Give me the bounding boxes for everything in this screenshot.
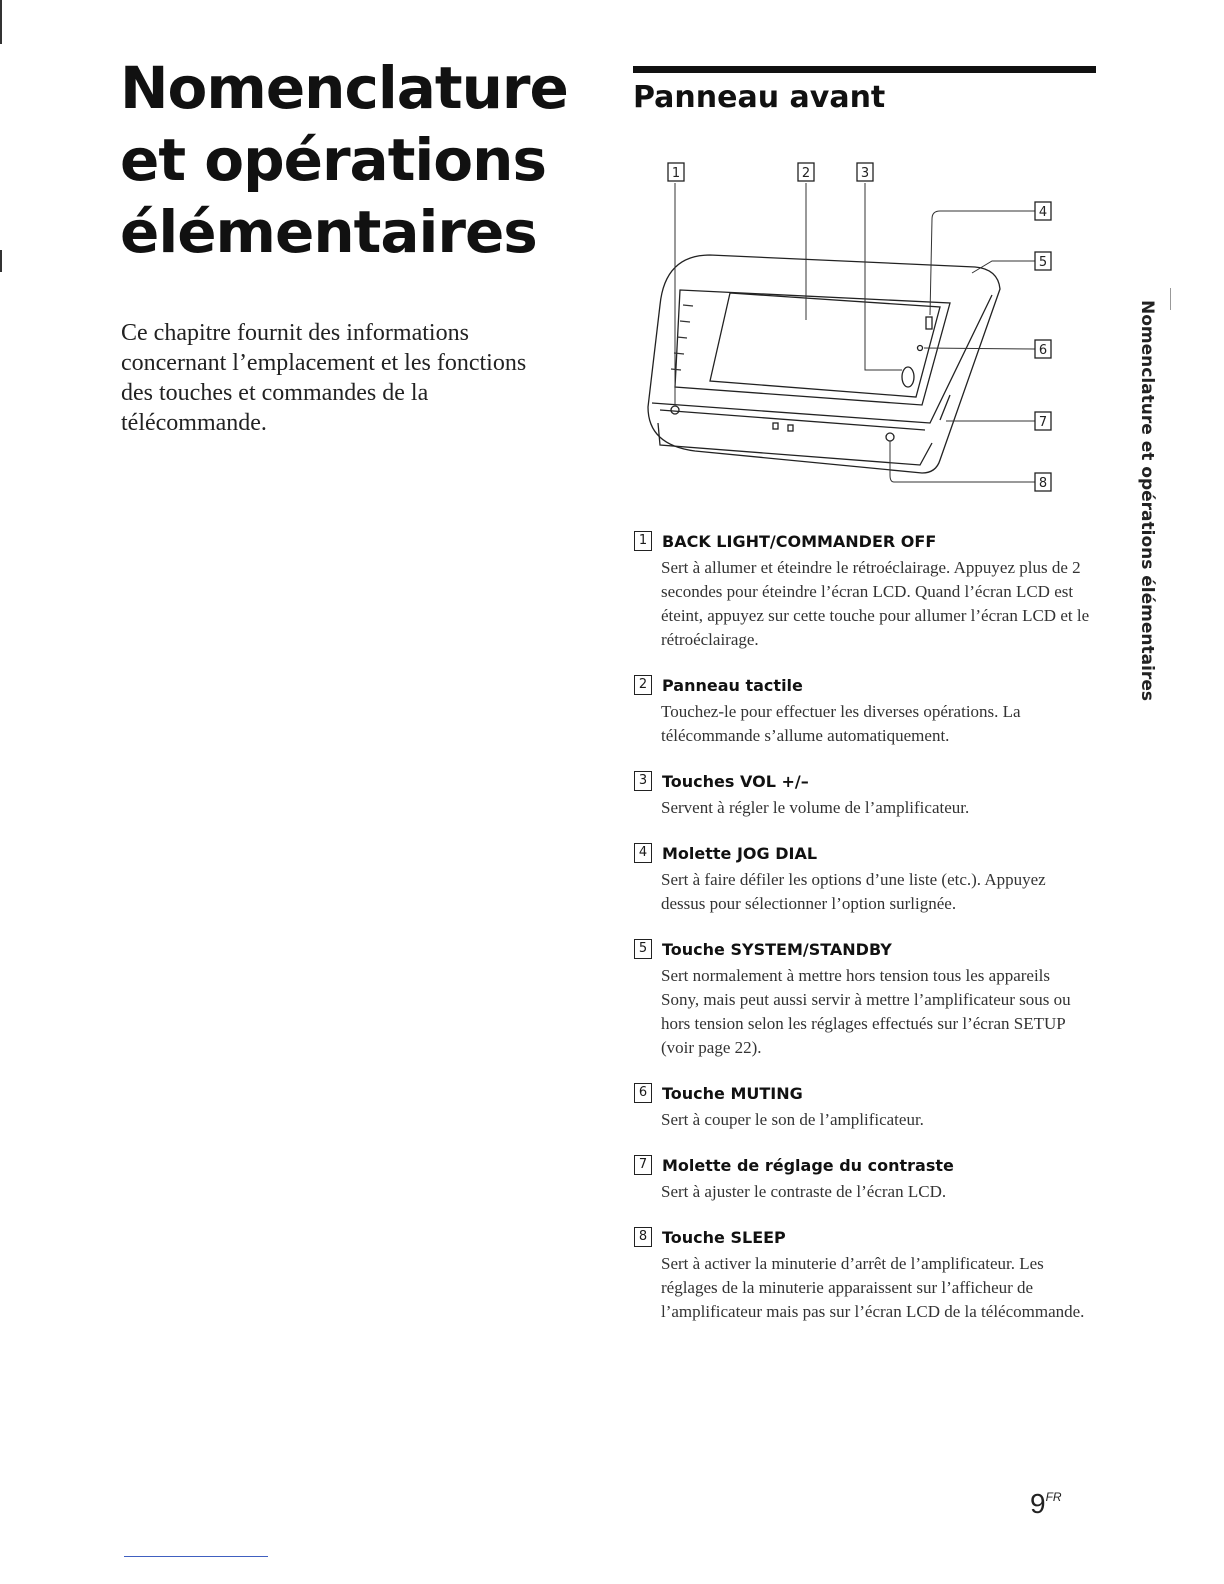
vol-buttons: [902, 367, 914, 387]
chapter-title-line: élémentaires: [120, 198, 537, 266]
item-title: Touche SLEEP: [662, 1227, 786, 1247]
chapter-intro: Ce chapitre fournit des informations concernant l’emplacement et les fonctions des touches et commandes de la télécommande.: [121, 320, 527, 436]
item-number: 6: [634, 1083, 652, 1103]
item-description: Sert à couper le son de l’amplificateur.: [661, 1110, 924, 1129]
item-description: Sert normalement à mettre hors tension tous les appareils Sony, mais peut aussi servir à mettre l’amplificateur sous ou hors tension selon les réglages effectués sur l’écran SETUP (voir page 22).: [661, 966, 1071, 1057]
list-item-header: [634, 1080, 1094, 1106]
item-number: 2: [634, 675, 652, 695]
item-number: 1: [634, 531, 652, 551]
list-item: [634, 768, 1094, 820]
chapter-title-line: Nomenclature: [120, 54, 568, 122]
item-description: Sert à allumer et éteindre le rétroéclairage. Appuyez plus de 2 secondes pour éteindre l’écran LCD. Quand l’écran LCD est éteint, appuyez sur cette touche pour allumer l’écran LCD et le rétroéclairage.: [661, 558, 1090, 649]
item-title: Touches VOL +/–: [662, 771, 809, 791]
component-list: [634, 528, 1094, 1344]
list-item-header: [634, 840, 1094, 866]
item-description: Sert à activer la minuterie d’arrêt de l’amplificateur. Les réglages de la minuterie apparaissent sur l’afficheur de l’amplificateur mais pas sur l’écran LCD de la télécommande.: [661, 1254, 1085, 1321]
list-item-header: [634, 672, 1094, 698]
item-title: Molette de réglage du contraste: [662, 1155, 954, 1175]
item-title: Panneau tactile: [662, 675, 803, 695]
item-title: Touche MUTING: [662, 1083, 803, 1103]
side-tick: [671, 369, 681, 370]
list-item: [634, 672, 1094, 748]
remote-screen-frame: [675, 290, 950, 405]
callout-label-4: 4: [1038, 205, 1048, 220]
leader-line-6: [924, 348, 1035, 349]
item-title: Touche SYSTEM/STANDBY: [662, 939, 892, 959]
item-title: Molette JOG DIAL: [662, 843, 818, 863]
touch-panel-screen: [710, 293, 940, 397]
item-number: 5: [634, 939, 652, 959]
list-item: [634, 936, 1094, 1060]
scan-edge-mark: [0, 250, 2, 272]
list-item: [634, 1224, 1094, 1324]
callout-label-3: 3: [860, 166, 870, 181]
side-chapter-tab-label: Nomenclature et opérations élémentaires: [1137, 299, 1157, 701]
remote-port: [773, 423, 778, 429]
item-number: 8: [634, 1227, 652, 1247]
scan-edge-mark: [0, 0, 2, 44]
item-description: Servent à régler le volume de l’amplificateur.: [661, 798, 970, 817]
remote-front-panel-diagram: [640, 155, 1100, 500]
list-item: [634, 528, 1094, 652]
leader-line-8: [890, 441, 1035, 482]
remote-bezel-edge: [652, 295, 992, 423]
leader-line-5: [972, 261, 1035, 273]
page-number: [1030, 1488, 1062, 1520]
list-item: [634, 1152, 1094, 1204]
list-item: [634, 1080, 1094, 1132]
item-description: Sert à faire défiler les options d’une liste (etc.). Appuyez dessus pour sélectionner l’option surlignée.: [661, 870, 1046, 913]
section-title: Panneau avant: [633, 80, 886, 115]
leader-line-4: [930, 211, 1035, 315]
list-item: [634, 840, 1094, 916]
list-item-header: [634, 768, 1094, 794]
page-number-value: 9: [1030, 1488, 1046, 1519]
side-chapter-tab: [1123, 300, 1171, 700]
remote-port: [788, 425, 793, 431]
item-number: 4: [634, 843, 652, 863]
side-tick: [677, 337, 687, 338]
callout-label-2: 2: [801, 166, 811, 181]
callout-label-5: 5: [1038, 255, 1048, 270]
list-item-header: [634, 1224, 1094, 1250]
side-tick: [683, 305, 693, 306]
item-number: 7: [634, 1155, 652, 1175]
callout-label-8: 8: [1038, 476, 1048, 491]
chapter-title: [120, 52, 580, 268]
side-tick: [680, 321, 690, 322]
muting-button: [918, 346, 923, 351]
item-description: Touchez-le pour effectuer les diverses opérations. La télécommande s’allume automatiquement.: [661, 702, 1021, 745]
item-title: BACK LIGHT/COMMANDER OFF: [662, 531, 937, 551]
chapter-title-line: et opérations: [120, 126, 546, 194]
remote-base-bottom: [658, 423, 932, 465]
item-description: Sert à ajuster le contraste de l’écran LCD.: [661, 1182, 947, 1201]
callout-label-1: 1: [671, 166, 681, 181]
sleep-button: [886, 433, 894, 441]
leader-line-3: [865, 183, 902, 370]
callout-label-6: 6: [1038, 343, 1048, 358]
section-rule: [633, 66, 1096, 73]
jog-dial: [926, 317, 932, 329]
footer-line: [124, 1556, 268, 1557]
list-item-header: [634, 1152, 1094, 1178]
list-item-header: [634, 936, 1094, 962]
page-language-suffix: FR: [1045, 1490, 1062, 1504]
list-item-header: [634, 528, 1094, 554]
remote-body-outline: [648, 255, 1000, 473]
callout-label-7: 7: [1038, 415, 1048, 430]
item-number: 3: [634, 771, 652, 791]
back-light-button: [671, 406, 679, 414]
